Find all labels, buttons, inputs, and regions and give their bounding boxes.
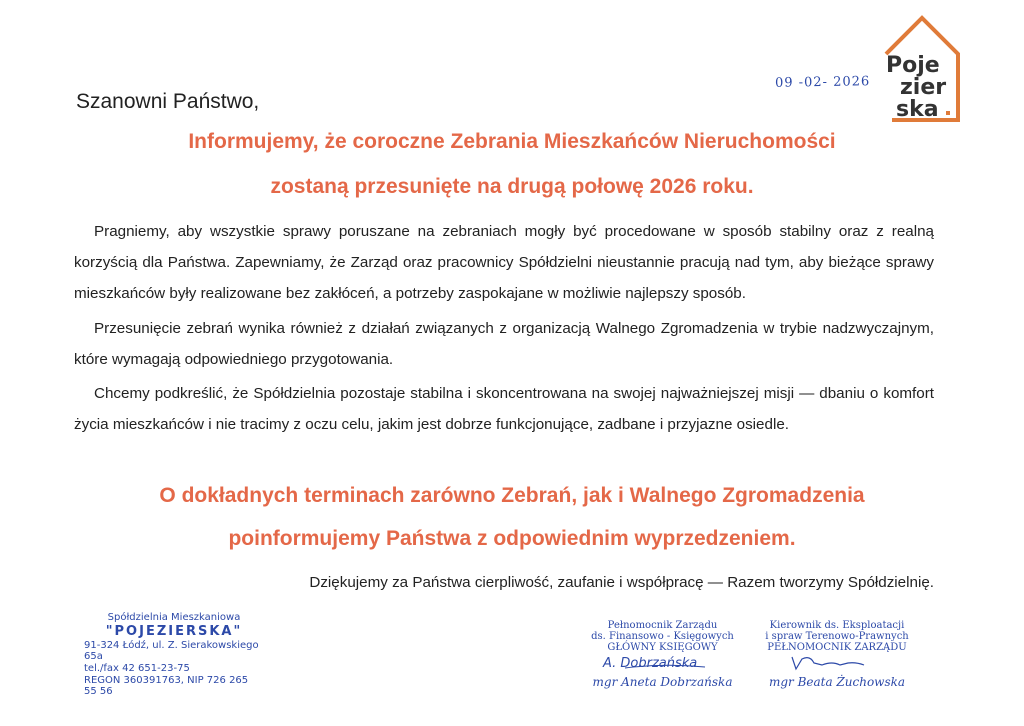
headline-line2: zostaną przesunięte na drugą połowę 2026 roku. — [270, 175, 754, 198]
sig2-line1: Kierownik ds. Eksploatacji — [769, 620, 905, 631]
paragraph-1 — [74, 216, 934, 309]
sig2-name: mgr Beata Żuchowska — [768, 675, 906, 689]
greeting: Szanowni Państwo, — [76, 90, 260, 113]
coop-stamp-line1: Spółdzielnia Mieszkaniowa — [107, 612, 241, 623]
coop-stamp-line5: REGON 360391763, NIP 726 265 55 56 — [84, 675, 249, 697]
logo-line1: Poje — [886, 53, 940, 78]
paragraph-3-text: Chcemy podkreślić, że Spółdzielnia pozostaje stabilna i skoncentrowana na swojej najważniejszej misji — dbaniu o komfort życia mieszkańców i nie tracimy z oczu celu, jakim jest dobrze funkcjonujące, zadbane i przyjazne osiedle. — [74, 385, 934, 433]
closing-headline-line1: O dokładnych terminach zarówno Zebrań, jak i Walnego Zgromadzenia — [159, 484, 865, 507]
paragraph-3 — [74, 378, 934, 440]
pojezierska-logo — [880, 14, 964, 124]
sig2-line2: i spraw Terenowo-Prawnych — [765, 631, 909, 642]
coop-stamp-line3: 91-324 Łódź, ul. Z. Sierakowskiego 65a — [84, 640, 259, 662]
closing-headline-line2: poinformujemy Państwa z odpowiednim wyprzedzeniem. — [228, 527, 796, 550]
logo-line2: zier — [900, 75, 947, 100]
thanks-line: Dziękujemy za Państwa cierpliwość, zaufanie i współpracę — Razem tworzymy Spółdzielnię. — [309, 574, 934, 591]
handwritten-signature-2 — [752, 653, 922, 671]
headline-line1: Informujemy, że coroczne Zebrania Mieszkańców Nieruchomości — [188, 130, 836, 153]
signature-stamp-1 — [585, 620, 740, 689]
paragraph-2-text: Przesunięcie zebrań wynika również z działań związanych z organizacją Walnego Zgromadzenia w trybie nadzwyczajnym, które wymagają odpowiedniego przygotowania. — [74, 320, 934, 368]
sig1-line1: Pełnomocnik Zarządu — [607, 620, 718, 631]
logo-line3: ska — [896, 97, 939, 122]
cooperative-stamp — [84, 612, 264, 697]
coop-stamp-line2: "POJEZIERSKA" — [105, 624, 243, 639]
paragraph-2 — [74, 313, 934, 375]
date-stamp: 09 -02- 2026 — [774, 74, 871, 91]
sig1-line2: ds. Finansowo - Księgowych — [591, 631, 734, 642]
sig2-line3: PEŁNOMOCNIK ZARZĄDU — [767, 642, 907, 653]
sig1-name: mgr Aneta Dobrzańska — [592, 675, 733, 689]
logo-dot — [946, 111, 950, 115]
sig1-line3: GŁÓWNY KSIĘGOWY — [607, 642, 718, 653]
sig1-scribble: A. Dobrzańska — [603, 656, 698, 671]
handwritten-signature-1 — [585, 653, 740, 671]
paragraph-1-text: Pragniemy, aby wszystkie sprawy poruszane na zebraniach mogły być procedowane w sposób stabilny oraz z realną korzyścią dla Państwa. Zapewniamy, że Zarząd oraz pracownicy Spółdzielni nieustannie pracują nad tym, aby bieżące sprawy mieszkańców były realizowane bez zakłóceń, a potrzeby zaspokajane w możliwie najlepszy sposób. — [74, 223, 934, 302]
coop-stamp-line4: tel./fax 42 651-23-75 — [84, 663, 190, 674]
signature-stamp-2 — [752, 620, 922, 689]
